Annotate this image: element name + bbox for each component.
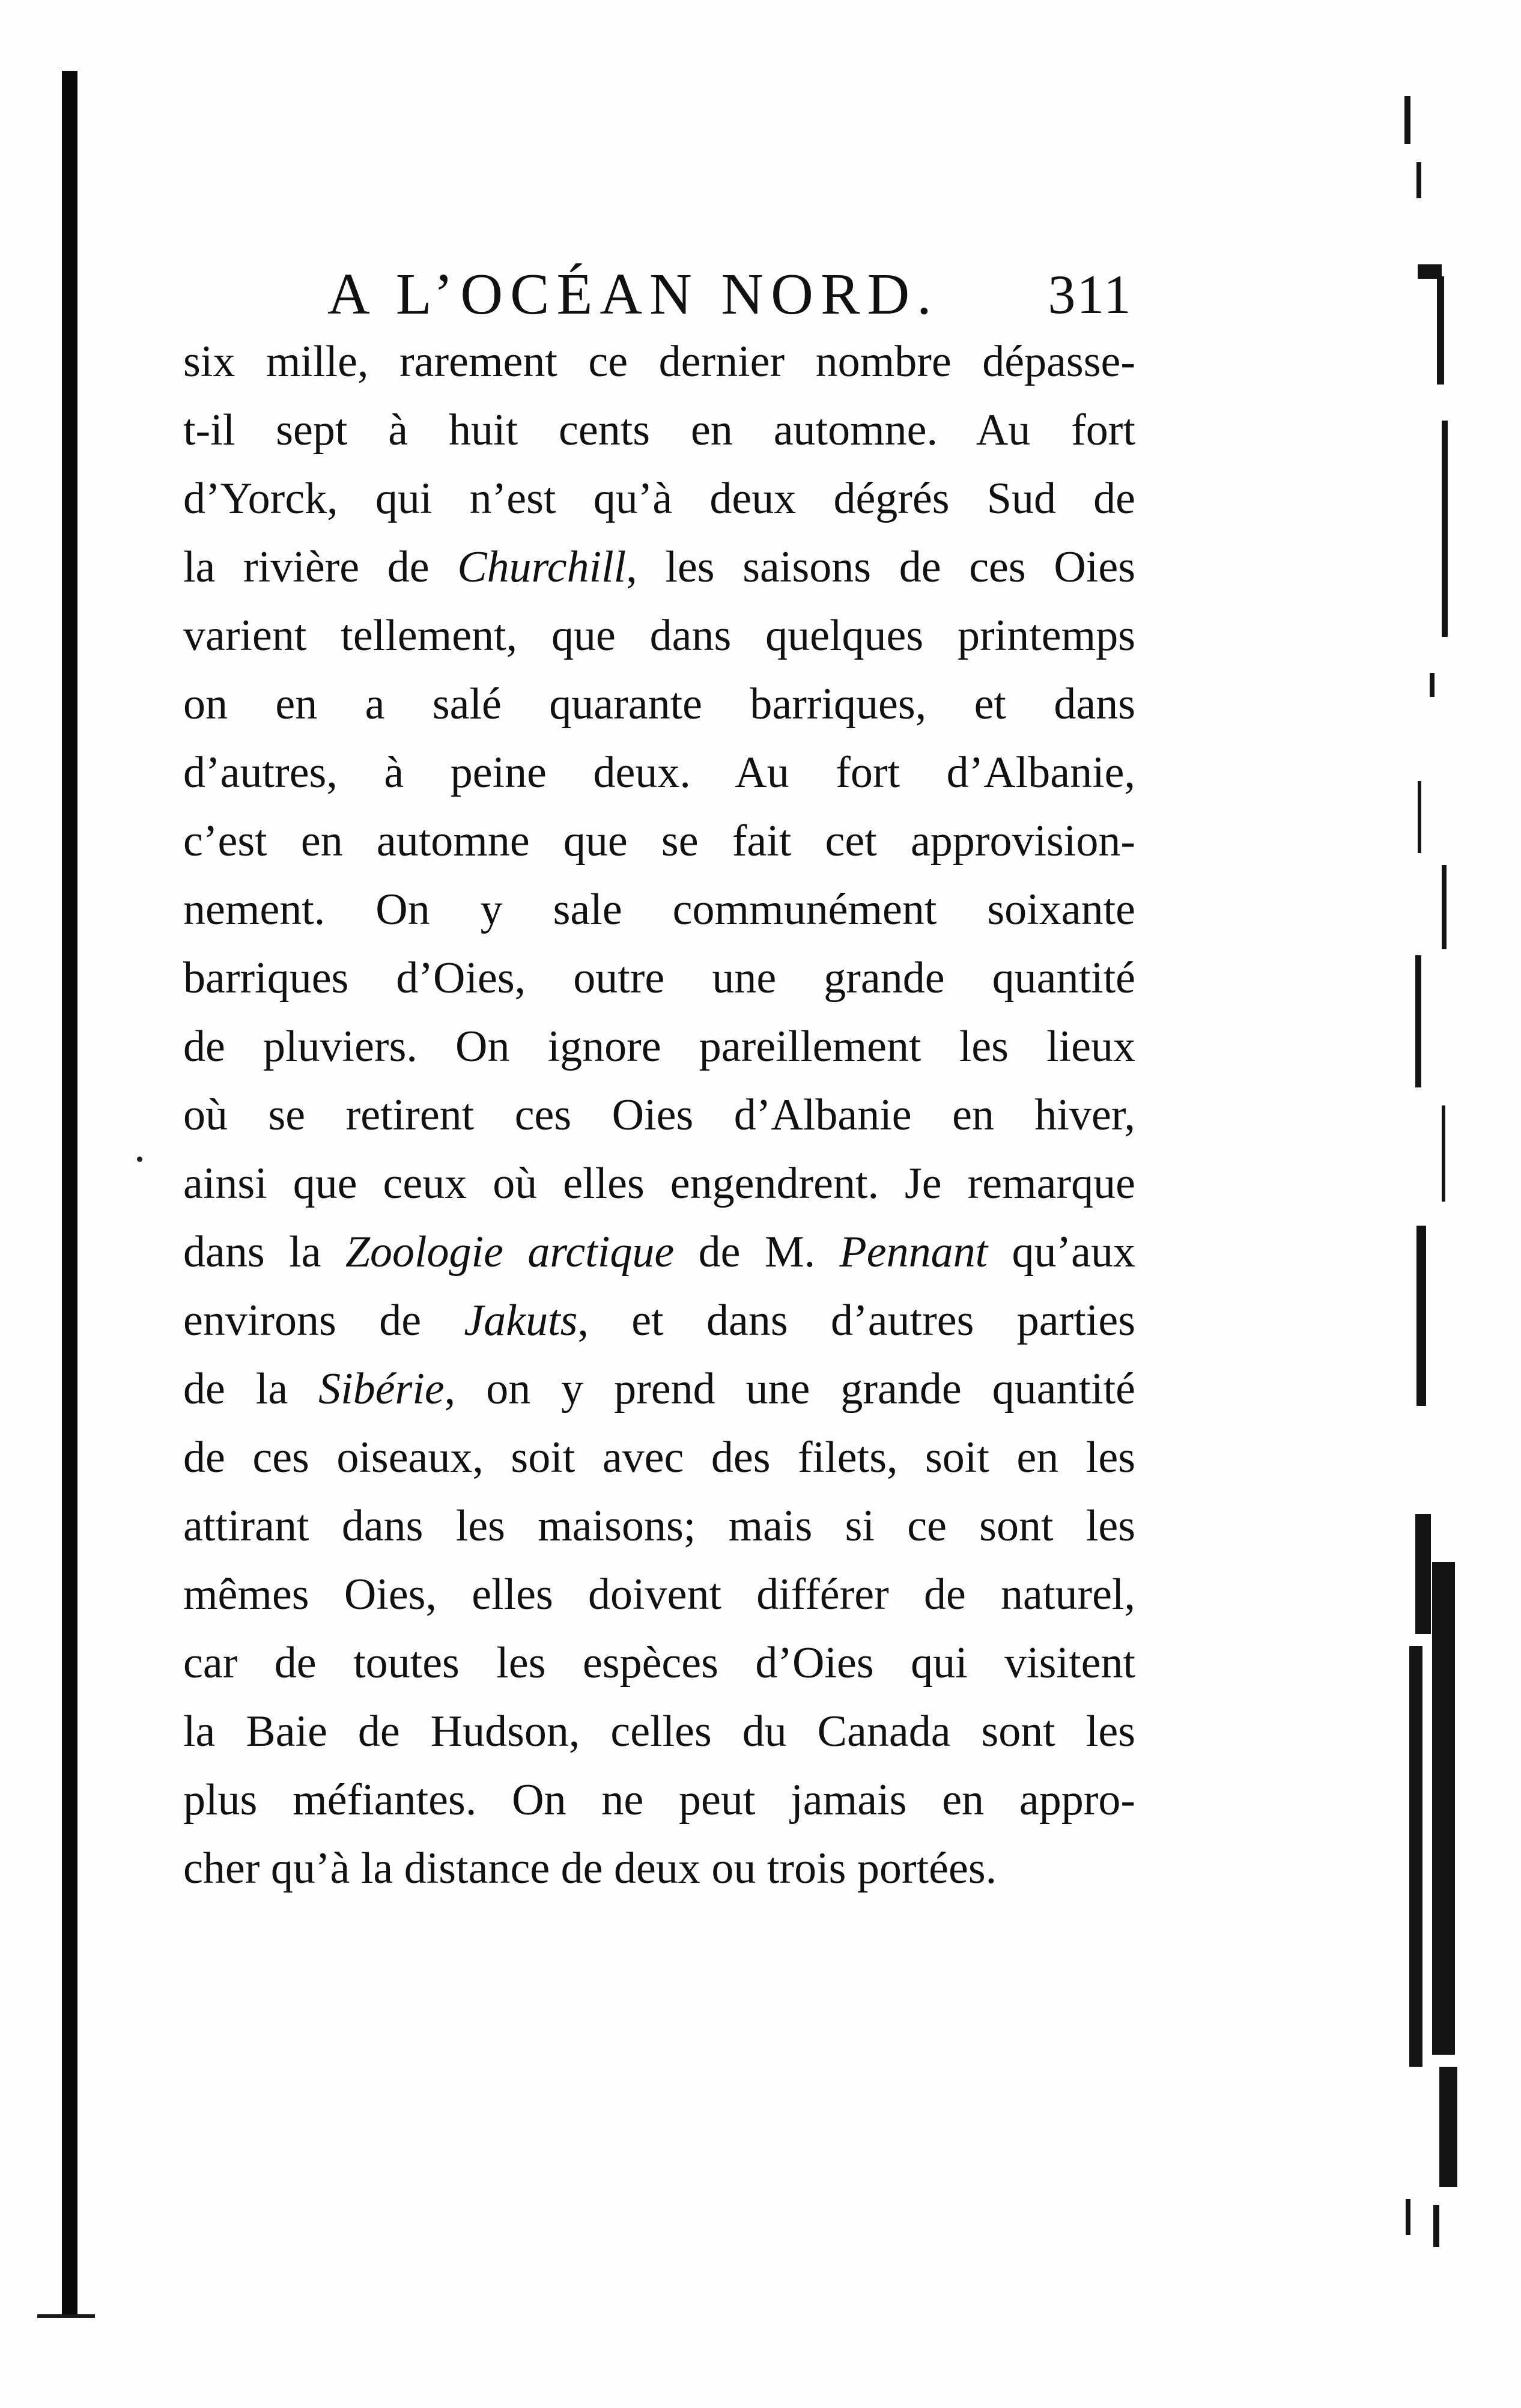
text-line: c’est en automne que se fait cet approvision- [183,816,1135,866]
text-line: plus méfiantes. On ne peut jamais en appro- [183,1775,1135,1825]
text-line: de ces oiseaux, soit avec des filets, soit en les [183,1433,1135,1482]
text-line: attirant dans les maisons; mais si ce sont les [183,1501,1135,1551]
text-line: de la Sibérie, on y prend une grande quantité [183,1364,1135,1414]
italic-term: Jakuts [464,1296,578,1345]
italic-term: Pennant [839,1227,988,1277]
italic-term: Zoologie arctique [345,1227,675,1277]
page-edge-scan-artifacts [1382,84,1478,2247]
text-line: de pluviers. On ignore pareillement les lieux [183,1022,1135,1071]
stray-ink-dot [137,1157,142,1162]
text-line: environs de Jakuts, et dans d’autres parties [183,1296,1135,1345]
text-line: varient tellement, que dans quelques printemps [183,611,1135,660]
page-number: 311 [1048,264,1132,325]
text-line: ainsi que ceux où elles engendrent. Je remarque [183,1159,1135,1208]
text-line: six mille, rarement ce dernier nombre dépasse- [183,337,1135,386]
italic-term: Churchill [457,543,627,592]
text-line: mêmes Oies, elles doivent différer de naturel, [183,1570,1135,1619]
text-line: dans la Zoologie arctique de M. Pennant qu’aux [183,1227,1135,1277]
text-line: d’autres, à peine deux. Au fort d’Albanie, [183,748,1135,797]
text-line: la rivière de Churchill, les saisons de ces Oies [183,543,1135,592]
body-text [183,327,1135,1903]
text-line: cher qu’à la distance de deux ou trois portées. [183,1844,997,1893]
italic-term: Sibérie [318,1364,445,1414]
text-line: t-il sept à huit cents en automne. Au fort [183,406,1135,455]
text-line: on en a salé quarante barriques, et dans [183,680,1135,729]
running-head-title: A L’OCÉAN NORD. [327,262,939,327]
text-line: car de toutes les espèces d’Oies qui visitent [183,1638,1135,1688]
running-head [327,255,1132,333]
text-line: la Baie de Hudson, celles du Canada sont les [183,1707,1135,1756]
text-line: d’Yorck, qui n’est qu’à deux dégrés Sud de [183,474,1135,523]
text-line: nement. On y sale communément soixante [183,885,1135,934]
binding-gutter-rule [62,71,77,2318]
text-line: barriques d’Oies, outre une grande quantité [183,953,1135,1003]
text-line: où se retirent ces Oies d’Albanie en hiver, [183,1090,1135,1140]
binding-gutter-foot [37,2314,95,2318]
